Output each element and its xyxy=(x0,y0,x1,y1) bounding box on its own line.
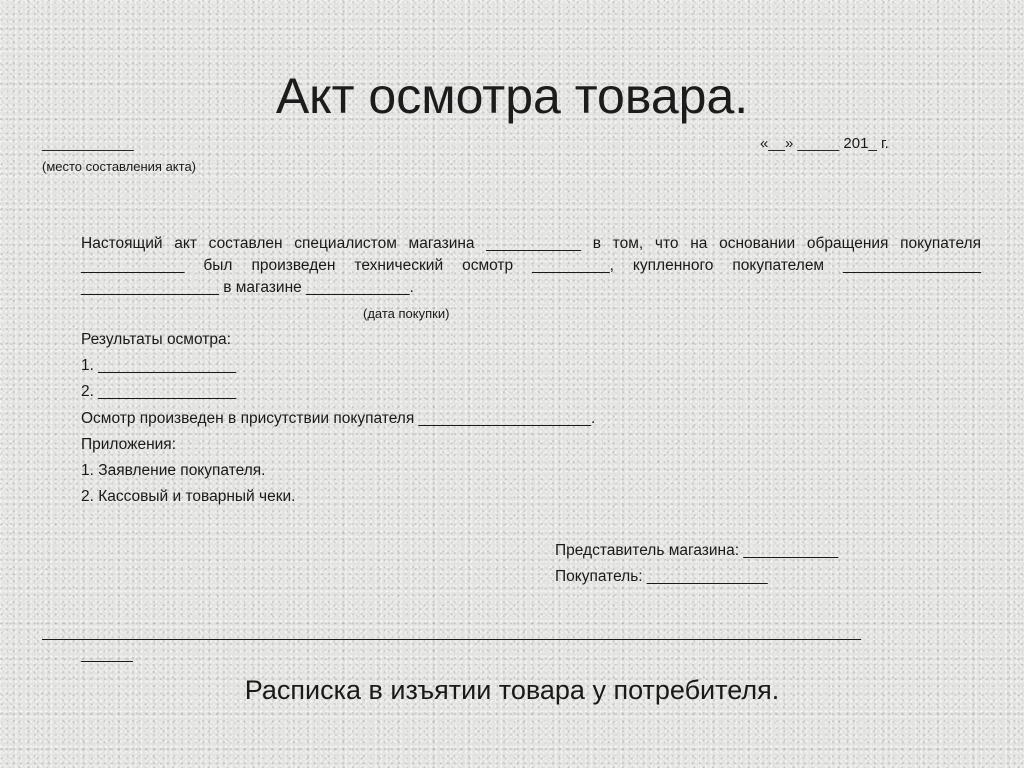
purchase-date-caption: (дата покупки) xyxy=(363,306,450,321)
date-line: «__» _____ 201_ г. xyxy=(760,135,889,152)
result-item-2: 2. ________________ xyxy=(81,383,237,400)
store-representative-line: Представитель магазина: ___________ xyxy=(555,542,839,559)
result-item-1: 1. ________________ xyxy=(81,357,237,374)
results-heading: Результаты осмотра: xyxy=(81,331,231,348)
attachment-item-2: 2. Кассовый и товарный чеки. xyxy=(81,488,296,505)
divider-tail: ______ xyxy=(81,646,133,663)
buyer-line: Покупатель: ______________ xyxy=(555,568,768,585)
place-blank: ___________ xyxy=(42,135,134,152)
divider-line: _______________________________________________________________________________________________ xyxy=(42,624,861,641)
presence-line: Осмотр произведен в присутствии покупателя ____________________. xyxy=(81,410,596,427)
attachment-item-1: 1. Заявление покупателя. xyxy=(81,462,266,479)
footer-title: Расписка в изъятии товара у потребителя. xyxy=(244,675,780,705)
body-paragraph: Настоящий акт составлен специалистом магазина ___________ в том, что на основании обращения покупателя ____________ был произведен технический осмотр _________, купленного покупателем ________________ ________________ в магазине ____________. xyxy=(81,235,981,296)
document-title: Акт осмотра товара. xyxy=(275,68,749,124)
attachments-heading: Приложения: xyxy=(81,436,176,453)
place-caption: (место составления акта) xyxy=(42,159,197,174)
